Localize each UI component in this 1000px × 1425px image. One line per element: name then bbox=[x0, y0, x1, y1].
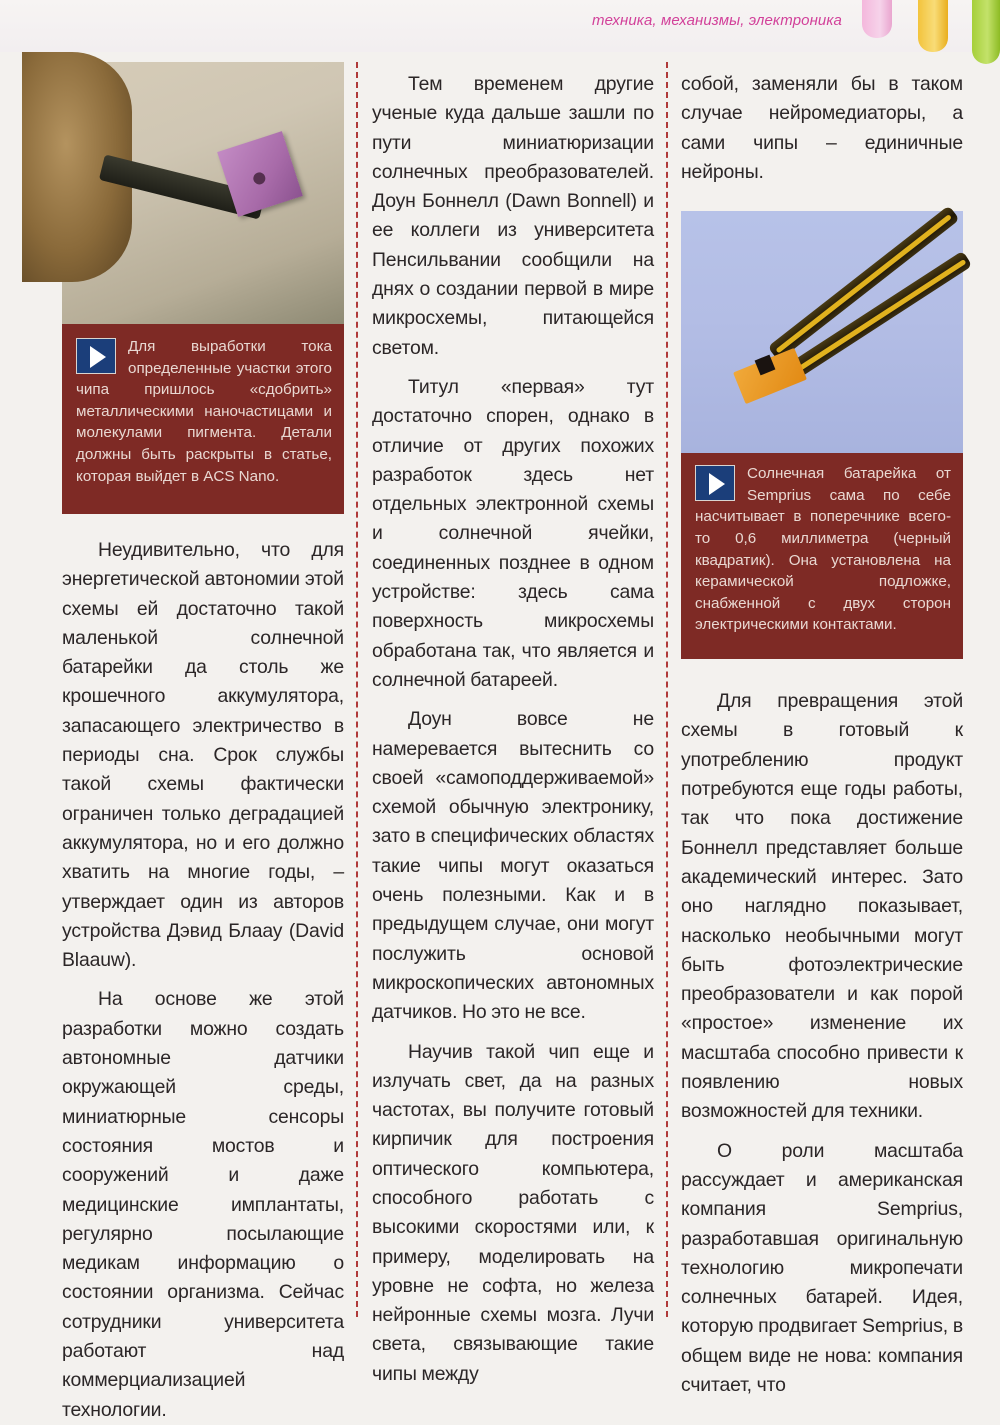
article-paragraph: Доун вовсе не намеревается вытеснить со своей «самоподдерживаемой» схемой обычную электронику, зато в специфических областях такие чипы могут оказаться очень полезными. Как и в предыдущем случае, они могут послужить основой микроскопических автономных датчиков. Но это не все. bbox=[372, 708, 654, 1024]
caption-text: Солнечная батарейка от Semprius сама по себе насчитывает в поперечнике всего-то 0,6 миллиметра (черный квадратик). Она установлена на керамической подложке, снабженной с двух сторон электрическими контактами. bbox=[695, 465, 951, 634]
page-header bbox=[0, 0, 1000, 52]
green-tab-decoration bbox=[972, 0, 1000, 64]
photo-caption bbox=[62, 324, 344, 514]
article-paragraph: Научив такой чип еще и излучать свет, да на разных частотах, вы получите готовый кирпичик для построения оптического компьютера, способного работать с высокими скоростями или, к примеру, моделировать на уровне не софта, но железа нейронные схемы мозга. Лучи света, связывающие такие чипы между bbox=[372, 1040, 654, 1385]
article-paragraph: Для превращения этой схемы в готовый к употреблению продукт потребуются еще годы работы, так что пока достижение Боннелл представляет больше академический интерес. Зато оно наглядно показывает, насколько необычными могут быть фотоэлектрические преобразователи и как порой «простое» изменение их масштаба способно привести к появлению новых возможностей для техники. bbox=[681, 690, 963, 1123]
column-separator bbox=[356, 62, 358, 1317]
photo-caption bbox=[681, 453, 963, 659]
column-1 bbox=[62, 62, 344, 1425]
caption-text: Для выработки тока определенные участки этого чипа пришлось «сдобрить» металлическими наночастицами и молекулами пигмента. Детали должны быть раскрыты в статье, которая выйдет в ACS Nano. bbox=[76, 338, 332, 485]
chip-dot bbox=[252, 171, 267, 186]
article-paragraph: Титул «первая» тут достаточно спорен, однако в отличие от других похожих разработок здесь нет отдельных электронной схемы и солнечной ячейки, соединенных позднее в одном устройстве: здесь сама поверхность микросхемы обработана так, что является и солнечной батареей. bbox=[372, 375, 654, 691]
column-3 bbox=[681, 70, 963, 1400]
column-2 bbox=[372, 70, 654, 1389]
pink-tab-decoration bbox=[862, 0, 892, 38]
column-separator bbox=[666, 62, 668, 1317]
yellow-tab-decoration bbox=[918, 0, 948, 52]
semprius-cell-photo bbox=[681, 211, 963, 453]
article-paragraph: Неудивительно, что для энергетической автономии этой схемы ей достаточно такой маленькой солнечной батарейки да столь же крошечного аккумулятора, запасающего электричество в периоды сна. Срок службы такой схемы фактически ограничен только деградацией аккумулятора, но и его должно хватить на многие годы, – утверждает один из авторов устройства Дэвид Блаау (David Blaauw). bbox=[62, 539, 344, 972]
play-icon bbox=[695, 465, 735, 501]
section-label: техника, механизмы, электроника bbox=[592, 12, 842, 29]
article-paragraph: Тем временем другие ученые куда дальше зашли по пути миниатюризации солнечных преобразователей. Доун Боннелл (Dawn Bonnell) и ее коллеги из университета Пенсильвании сообщили на днях о создании первой в мире микросхемы, питающейся светом. bbox=[372, 73, 654, 359]
chip-on-tweezers-photo bbox=[62, 62, 344, 324]
article-paragraph: На основе же этой разработки можно создать автономные датчики окружающей среды, миниатюрные сенсоры состояния мостов и сооружений и даже медицинские имплантаты, регулярно посылающие медикам информацию о состоянии организма. Сейчас сотрудники университета работают над коммерциализацией технологии. bbox=[62, 988, 344, 1421]
play-icon bbox=[76, 338, 116, 374]
article-paragraph-continued: собой, заменяли бы в таком случае нейромедиаторы, а сами чипы – единичные нейроны. bbox=[681, 73, 963, 183]
article-paragraph: О роли масштаба рассуждает и американская компания Semprius, разработавшая оригинальную технологию микропечати солнечных батарей. Идея, которую продвигает Semprius, в общем виде не нова: компания считает, что bbox=[681, 1139, 963, 1397]
